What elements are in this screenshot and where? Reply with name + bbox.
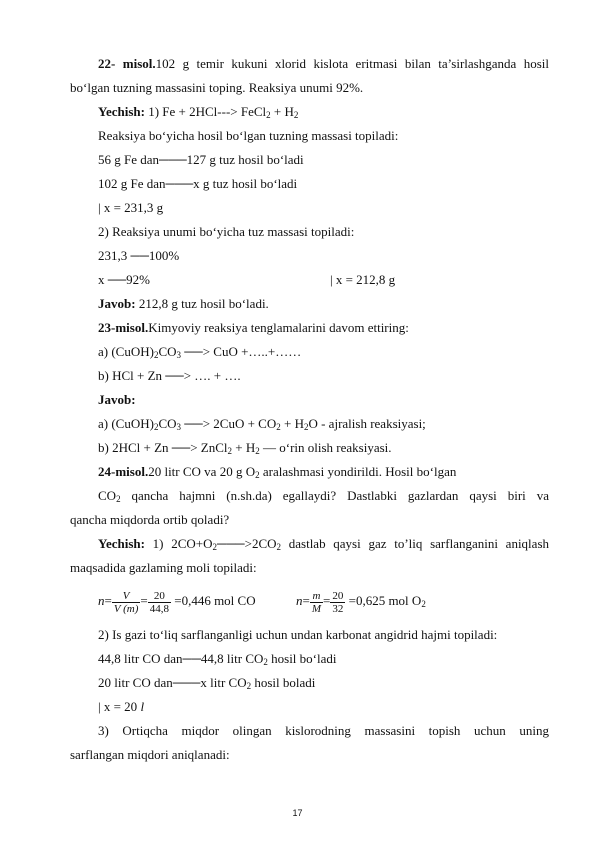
problem-22-heading: 22- misol.	[98, 56, 156, 71]
solution-24-line-2: maqsadida gazlaming moli topiladi:	[70, 560, 257, 575]
solution-22-line: 56 g Fe dan───127 g tuz hosil bo‘ladi	[98, 152, 304, 167]
problem-23-b: b) HCl + Zn ──> …. + ….	[98, 368, 241, 383]
fraction: $\frac{20}{32}$	[332, 589, 344, 615]
solution-24-line-1: Yechish: 1) $2CO+O_2───>2CO_2$ dastlab qaysi gaz to’liq sarflanganini aniqlash	[98, 536, 549, 552]
solution-22-equation: Yechish: 1) Fe + 2HCl---> FeCl$_2$ + $H_2$	[98, 104, 299, 120]
problem-23-a: a) $(CuOH)_2CO_3$ ──> CuO +…..+……	[98, 344, 302, 360]
solution-24-line: 2) Is gazi to‘liq sarflanganligi uchun undan karbonat angidrid hajmi topiladi:	[98, 627, 498, 642]
answer-22: Javob: 212,8 g tuz hosil bo‘ladi.	[98, 296, 269, 311]
solution-22-line: 231,3 ──100%	[98, 248, 180, 263]
fraction: $\frac{m}{M}$	[311, 589, 322, 615]
solution-24-line: sarflangan miqdori aniqlanadi:	[70, 747, 230, 762]
answer-heading: Javob:	[98, 296, 136, 311]
solution-24-line: 20 litr CO dan───x litr $CO_2$ hosil boladi	[98, 675, 316, 691]
fraction: $\frac{V}{V (m)}$	[113, 589, 139, 615]
problem-22-text: 102 g temir kukuni xlorid kislota eritmasi bilan ta’sirlashganda hosil	[155, 56, 549, 71]
problem-24-heading: 24-misol.	[98, 464, 149, 479]
problem-24-line-3: qancha miqdorda ortib qoladi?	[70, 512, 230, 527]
problem-24-line-2: $CO_2$ qancha hajmni (n.sh.da) egallaydi? Dastlabki gazlardan qaysi biri va	[98, 488, 549, 504]
solution-24-line: | x = 20 l	[98, 699, 145, 714]
solution-24-line: 44,8 litr CO dan──44,8 litr $CO_2$ hosil bo‘ladi	[98, 651, 337, 667]
solution-22-line: 2) Reaksiya unumi bo‘yicha tuz massasi topiladi:	[98, 224, 355, 239]
answer-23-a: a) $(CuOH)_2CO_3$ ──> $2CuO + CO_2 + H_2O$ - ajralish reaksiyasi;	[98, 416, 426, 432]
formula-moles-o2: n= $\frac{m}{M}$ = $\frac{20}{32}$ =0,625 mol $O_2$	[296, 589, 426, 615]
solution-22-result: | x = 212,8 g	[330, 272, 396, 287]
solution-heading: Yechish:	[98, 536, 145, 551]
problem-22-line-1	[98, 56, 549, 71]
answer-23-b: b) 2HCl + Zn ──> ZnCl$_2$ + $H_2$ — o‘rin olish reaksiyasi.	[98, 440, 392, 456]
problem-24-line-1: 24-misol.20 litr CO va 20 g $O_2$ aralashmasi yondirildi. Hosil bo‘lgan	[98, 464, 457, 480]
fraction: $\frac{20}{44,8}$	[149, 589, 169, 615]
page-number: 17	[292, 808, 303, 818]
solution-heading: Yechish:	[98, 104, 145, 119]
problem-23-heading: 23-misol.	[98, 320, 149, 335]
solution-24-line: 3) Ortiqcha miqdor olingan kislorodning massasini topish uchun uning	[98, 723, 549, 738]
answer-heading: Javob:	[98, 392, 136, 407]
solution-22-line: x ──92%	[98, 272, 150, 287]
solution-22-line: 102 g Fe dan───x g tuz hosil bo‘ladi	[98, 176, 298, 191]
solution-22-line: | x = 231,3 g	[98, 200, 164, 215]
problem-22-line-2: bo‘lgan tuzning massasini toping. Reaksiya unumi 92%.	[70, 80, 364, 95]
formula-moles-co: n= $\frac{V}{V (m)}$ = $\frac{20}{44,8}$ =0,446 mol CO	[98, 589, 256, 615]
problem-23-line-1: 23-misol.Kimyoviy reaksiya tenglamalarini davom ettiring:	[98, 320, 409, 335]
solution-22-line: Reaksiya bo‘yicha hosil bo‘lgan tuzning massasi topiladi:	[98, 128, 399, 143]
